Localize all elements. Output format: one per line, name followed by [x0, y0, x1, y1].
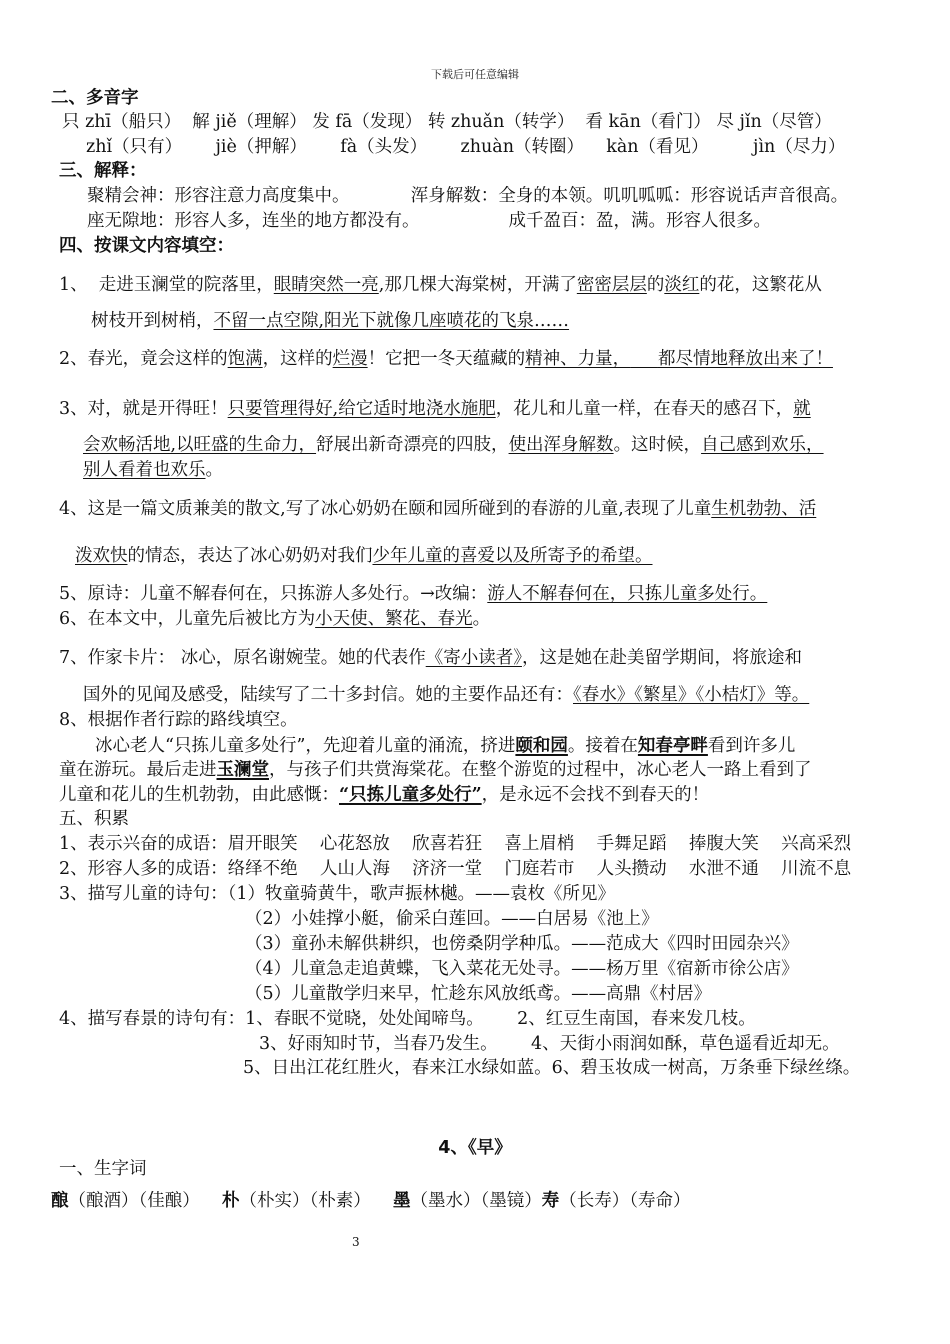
section-accumulate-title: 五、积累 — [59, 809, 129, 829]
fill-question-8-line-1: 冰心老人“只拣儿童多处行”，先迎着儿童的涌流，挤进颐和园。接着在知春亭畔看到许多儿 — [95, 736, 796, 756]
poems-children-3: （3）童孙未解供耕织，也傍桑阴学种瓜。——范成大《四时田园杂兴》 — [245, 934, 799, 954]
fill-question-5: 5、原诗：儿童不解春何在，只拣游人多处行。→改编：游人不解春何在，只拣儿童多处行。 — [59, 584, 768, 604]
fill-question-4-cont: 泼欢快的情态，表达了冰心奶奶对我们少年儿童的喜爱以及所寄予的希望。 — [75, 546, 653, 566]
fill-question-4: 4、这是一篇文质兼美的散文,写了冰心奶奶在颐和园所碰到的春游的儿童,表现了儿童生机勃勃、活 — [59, 499, 817, 519]
section-explanation-title: 三、解释： — [59, 161, 147, 181]
fill-question-7-cont: 国外的见闻及感受，陆续写了二十多封信。她的主要作品还有：《春水》《繁星》《小桔灯》等。 — [83, 685, 810, 705]
lesson-title: 4、《早》 — [438, 1138, 512, 1158]
polyphonic-row-1: 只 zhī（船只） 解 jiě（理解） 发 fā（发现） 转 zhuǎn（转学） 看 kān（看门） 尽 jǐn（尽管） — [62, 112, 832, 132]
explanation-row-2: 座无隙地：形容人多，连坐的地方都没有。 成千盈百：盈，满。形容人很多。 — [87, 211, 772, 231]
poems-spring-1: 4、描写春景的诗句有：1、春眠不觉晓，处处闻啼鸟。 2、红豆生南国，春来发几枝。 — [59, 1009, 756, 1029]
section-polyphonic-title: 二、多音字 — [51, 88, 139, 108]
poems-children-1: 3、描写儿童的诗句：（1）牧童骑黄牛，歌声振林樾。——袁枚《所见》 — [59, 884, 616, 904]
fill-question-1-cont: 树枝开到树梢，不留一点空隙,阳光下就像几座喷花的飞泉…… — [91, 311, 570, 331]
poems-children-4: （4）儿童急走追黄蝶，飞入菜花无处寻。——杨万里《宿新市徐公店》 — [245, 959, 799, 979]
lesson-subtitle: 一、生字词 — [59, 1159, 147, 1179]
poems-children-2: （2）小娃撑小艇，偷采白莲回。——白居易《池上》 — [245, 909, 659, 929]
fill-question-3-cont: 会欢畅活地,以旺盛的生命力，舒展出新奇漂亮的四肢，使出浑身解数。这时候，自己感到欢乐， — [83, 435, 824, 455]
vocab-char: 酿 — [51, 1191, 69, 1211]
poems-children-5: （5）儿童散学归来早，忙趁东风放纸鸢。——高鼎《村居》 — [245, 984, 712, 1004]
fill-question-3-cont2: 别人看着也欢乐。 — [83, 460, 223, 480]
fill-question-8-line-3: 儿童和花儿的生机勃勃，由此感慨：“只拣儿童多处行”，是永远不会找不到春天的！ — [59, 785, 710, 805]
vocab-char: 寿 — [541, 1191, 560, 1211]
fill-question-2: 2、春光，竟会这样的饱满，这样的烂漫！它把一冬天蕴藏的精神、力量， 都尽情地释放出来了！ — [59, 349, 833, 369]
poems-spring-3: 5、日出江花红胜火，春来江水绿如蓝。6、碧玉妆成一树高，万条垂下绿丝绦。 — [243, 1058, 861, 1078]
section-fill-title: 四、按课文内容填空： — [59, 236, 234, 256]
vocab-char: 墨 — [393, 1191, 411, 1211]
page-number: 3 — [352, 1235, 360, 1249]
idioms-excited: 1、表示兴奋的成语：眉开眼笑 心花怒放 欣喜若狂 喜上眉梢 手舞足蹈 捧腹大笑 兴高采烈 — [59, 834, 852, 854]
idioms-crowded: 2、形容人多的成语：络绎不绝 人山人海 济济一堂 门庭若市 人头攒动 水泄不通 川流不息 — [59, 859, 852, 879]
fill-question-3: 3、对，就是开得旺！只要管理得好,给它适时地浇水施肥，花儿和儿童一样，在春天的感召下，就 — [59, 399, 811, 419]
fill-question-1: 1、 走进玉澜堂的院落里，眼睛突然一亮,那几棵大海棠树，开满了密密层层的淡红的花，这繁花从 — [59, 275, 822, 295]
explanation-row-1: 聚精会神：形容注意力高度集中。 浑身解数：全身的本领。叽叽呱呱：形容说话声音很高。 — [87, 186, 849, 206]
fill-question-6: 6、在本文中，儿童先后被比方为小天使、繁花、春光。 — [59, 609, 491, 629]
poems-spring-2: 3、好雨知时节，当春乃发生。 4、天街小雨润如酥，草色遥看近却无。 — [259, 1034, 840, 1054]
polyphonic-row-2: zhǐ（只有） jiè（押解） fà（头发） zhuàn（转圈） kàn（看见） jìn（尽力） — [86, 137, 846, 157]
vocab-char: 朴 — [222, 1191, 240, 1211]
fill-question-8-title: 8、根据作者行踪的路线填空。 — [59, 710, 298, 730]
vocabulary-row: 酿（酿酒）（佳酿） 朴（朴实）（朴素） 墨（墨水）（墨镜）寿（长寿）（寿命） — [51, 1191, 691, 1211]
fill-question-7: 7、作家卡片： 冰心，原名谢婉莹。她的代表作《寄小读者》，这是她在赴美留学期间，将旅途和 — [59, 648, 802, 668]
page-header: 下载后可任意编辑 — [431, 68, 519, 81]
fill-question-8-line-2: 童在游玩。最后走进玉澜堂，与孩子们共赏海棠花。在整个游览的过程中，冰心老人一路上看到了 — [59, 760, 812, 780]
